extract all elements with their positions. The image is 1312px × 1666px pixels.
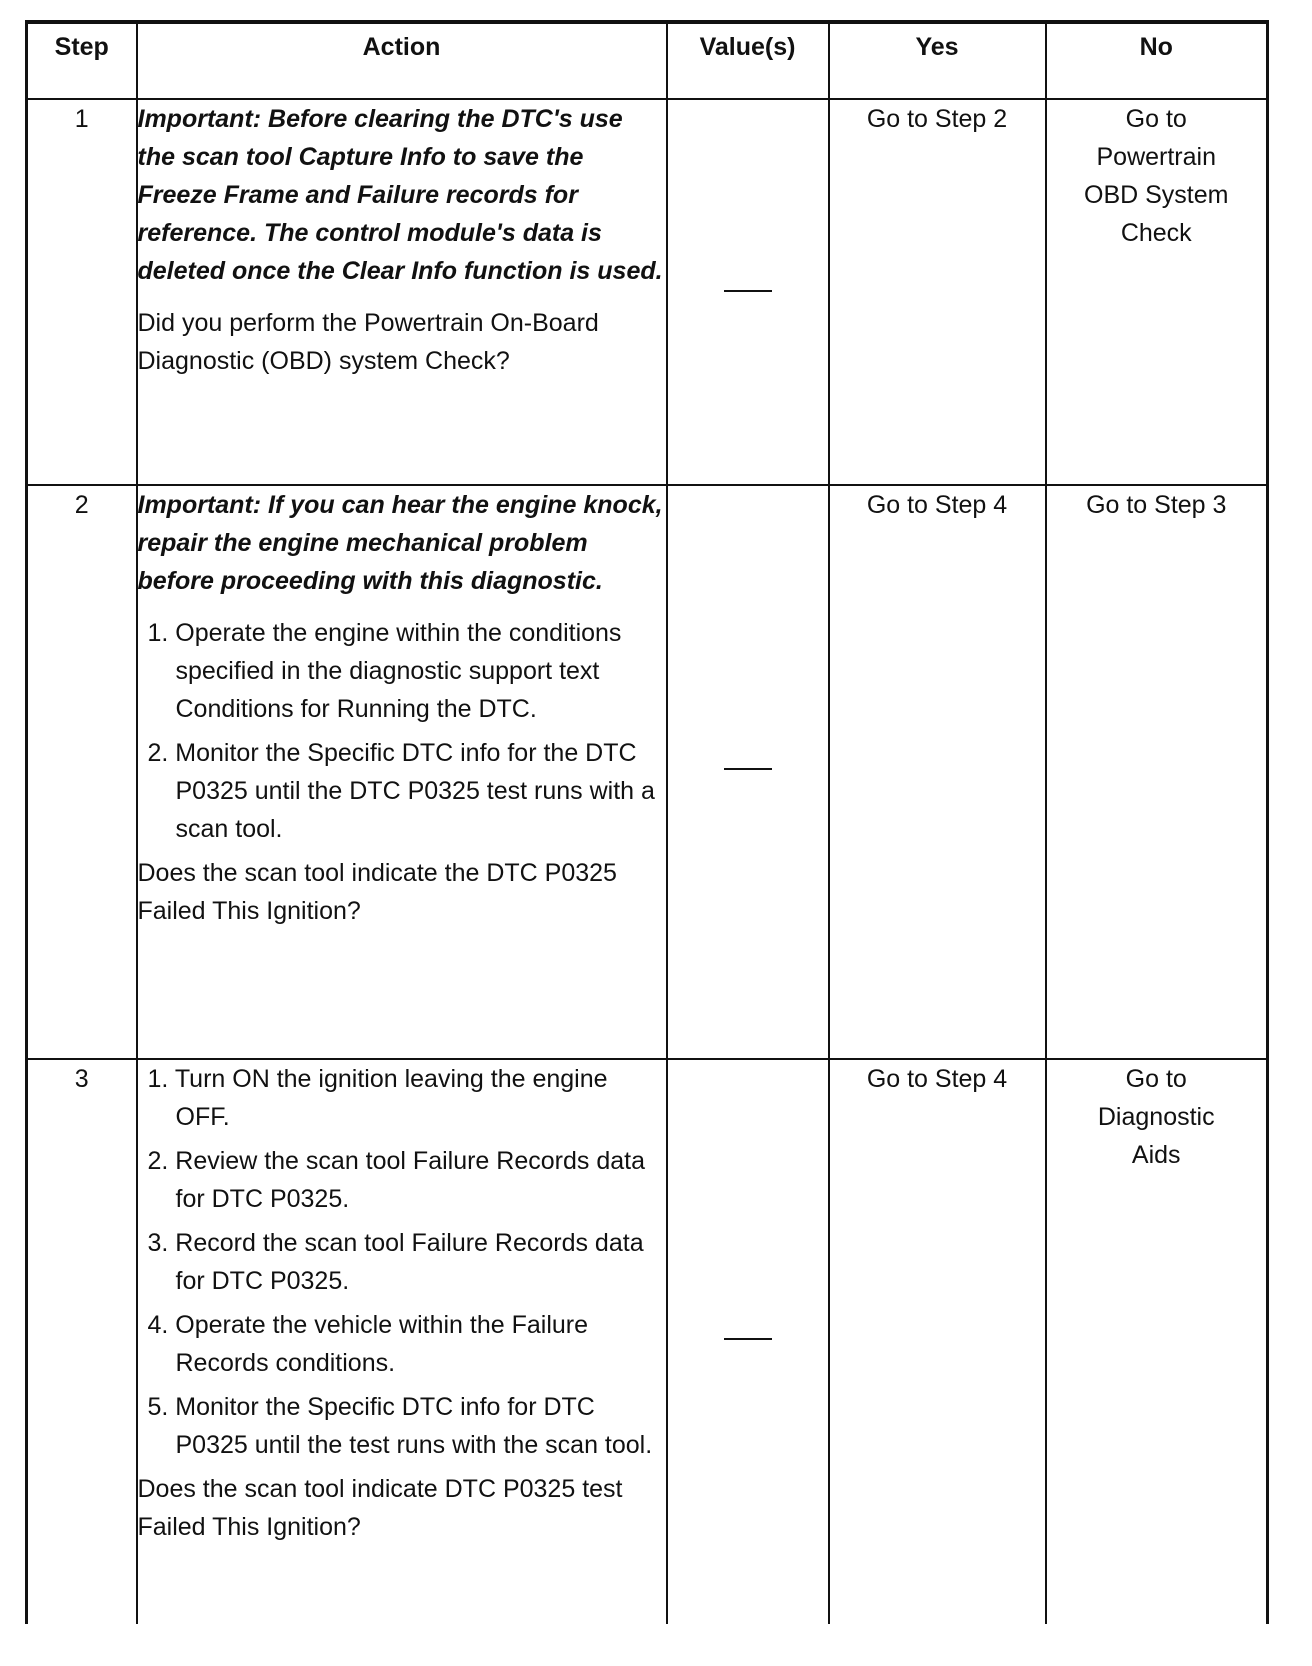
list-item: 2. Monitor the Specific DTC info for the DTC P0325 until the DTC P0325 test runs with a scan tool. [147,739,655,843]
yes-result: Go to Step 4 [866,1065,1008,1093]
list-item: 2. Review the scan tool Failure Records data for DTC P0325. [147,1147,645,1213]
no-cell [1046,485,1268,1059]
step-number: 3 [27,1059,137,1624]
list-item: 1. Turn ON the ignition leaving the engine OFF. [147,1065,608,1131]
table-row [27,99,1268,485]
yes-cell [829,1059,1046,1624]
no-result: Go to Diagnostic Aids [1097,1065,1215,1169]
step-question: Did you perform the Powertrain On-Board Diagnostic (OBD) system Check? [137,309,599,375]
no-cell [1046,1059,1268,1624]
value-cell [667,1059,829,1624]
header-step: Step [27,22,137,99]
step-number: 2 [27,485,137,1059]
list-item: 3. Record the scan tool Failure Records data for DTC P0325. [147,1229,644,1295]
step-list [138,614,666,848]
header-yes: Yes [829,22,1046,99]
no-result: Go to Powertrain OBD System Check [1084,105,1229,247]
list-item: 1. Operate the engine within the conditions specified in the diagnostic support text Conditions for Running the DTC. [147,619,622,723]
header-row [27,22,1268,99]
yes-result: Go to Step 2 [866,105,1008,133]
step-question: Does the scan tool indicate DTC P0325 test Failed This Ignition? [137,1475,623,1541]
table-row [27,485,1268,1059]
no-cell [1046,99,1268,485]
yes-cell [829,99,1046,485]
action-cell [137,485,667,1059]
step-question: Does the scan tool indicate the DTC P0325 Failed This Ignition? [137,859,617,925]
list-item: 5. Monitor the Specific DTC info for DTC P0325 until the test runs with the scan tool. [147,1393,653,1459]
value-dash [724,290,772,292]
important-note: Important: Before clearing the DTC's use the scan tool Capture Info to save the Freeze Frame and Failure records for reference. The control module's data is deleted once the Clear Info function is used. [137,105,663,285]
value-dash [724,768,772,770]
value-cell [667,99,829,485]
header-no: No [1046,22,1268,99]
list-item: 4. Operate the vehicle within the Failure Records conditions. [147,1311,589,1377]
action-cell [137,1059,667,1624]
action-cell [137,99,667,485]
no-result: Go to Step 3 [1086,491,1227,519]
step-list [138,1060,666,1464]
header-action: Action [137,22,667,99]
important-note: Important: If you can hear the engine knock, repair the engine mechanical problem before proceeding with this diagnostic. [137,491,663,595]
step-number: 1 [27,99,137,485]
value-cell [667,485,829,1059]
diagnostic-table [25,20,1269,1624]
value-dash [724,1338,772,1340]
yes-result: Go to Step 4 [866,491,1008,519]
yes-cell [829,485,1046,1059]
table-row [27,1059,1268,1624]
header-values: Value(s) [667,22,829,99]
